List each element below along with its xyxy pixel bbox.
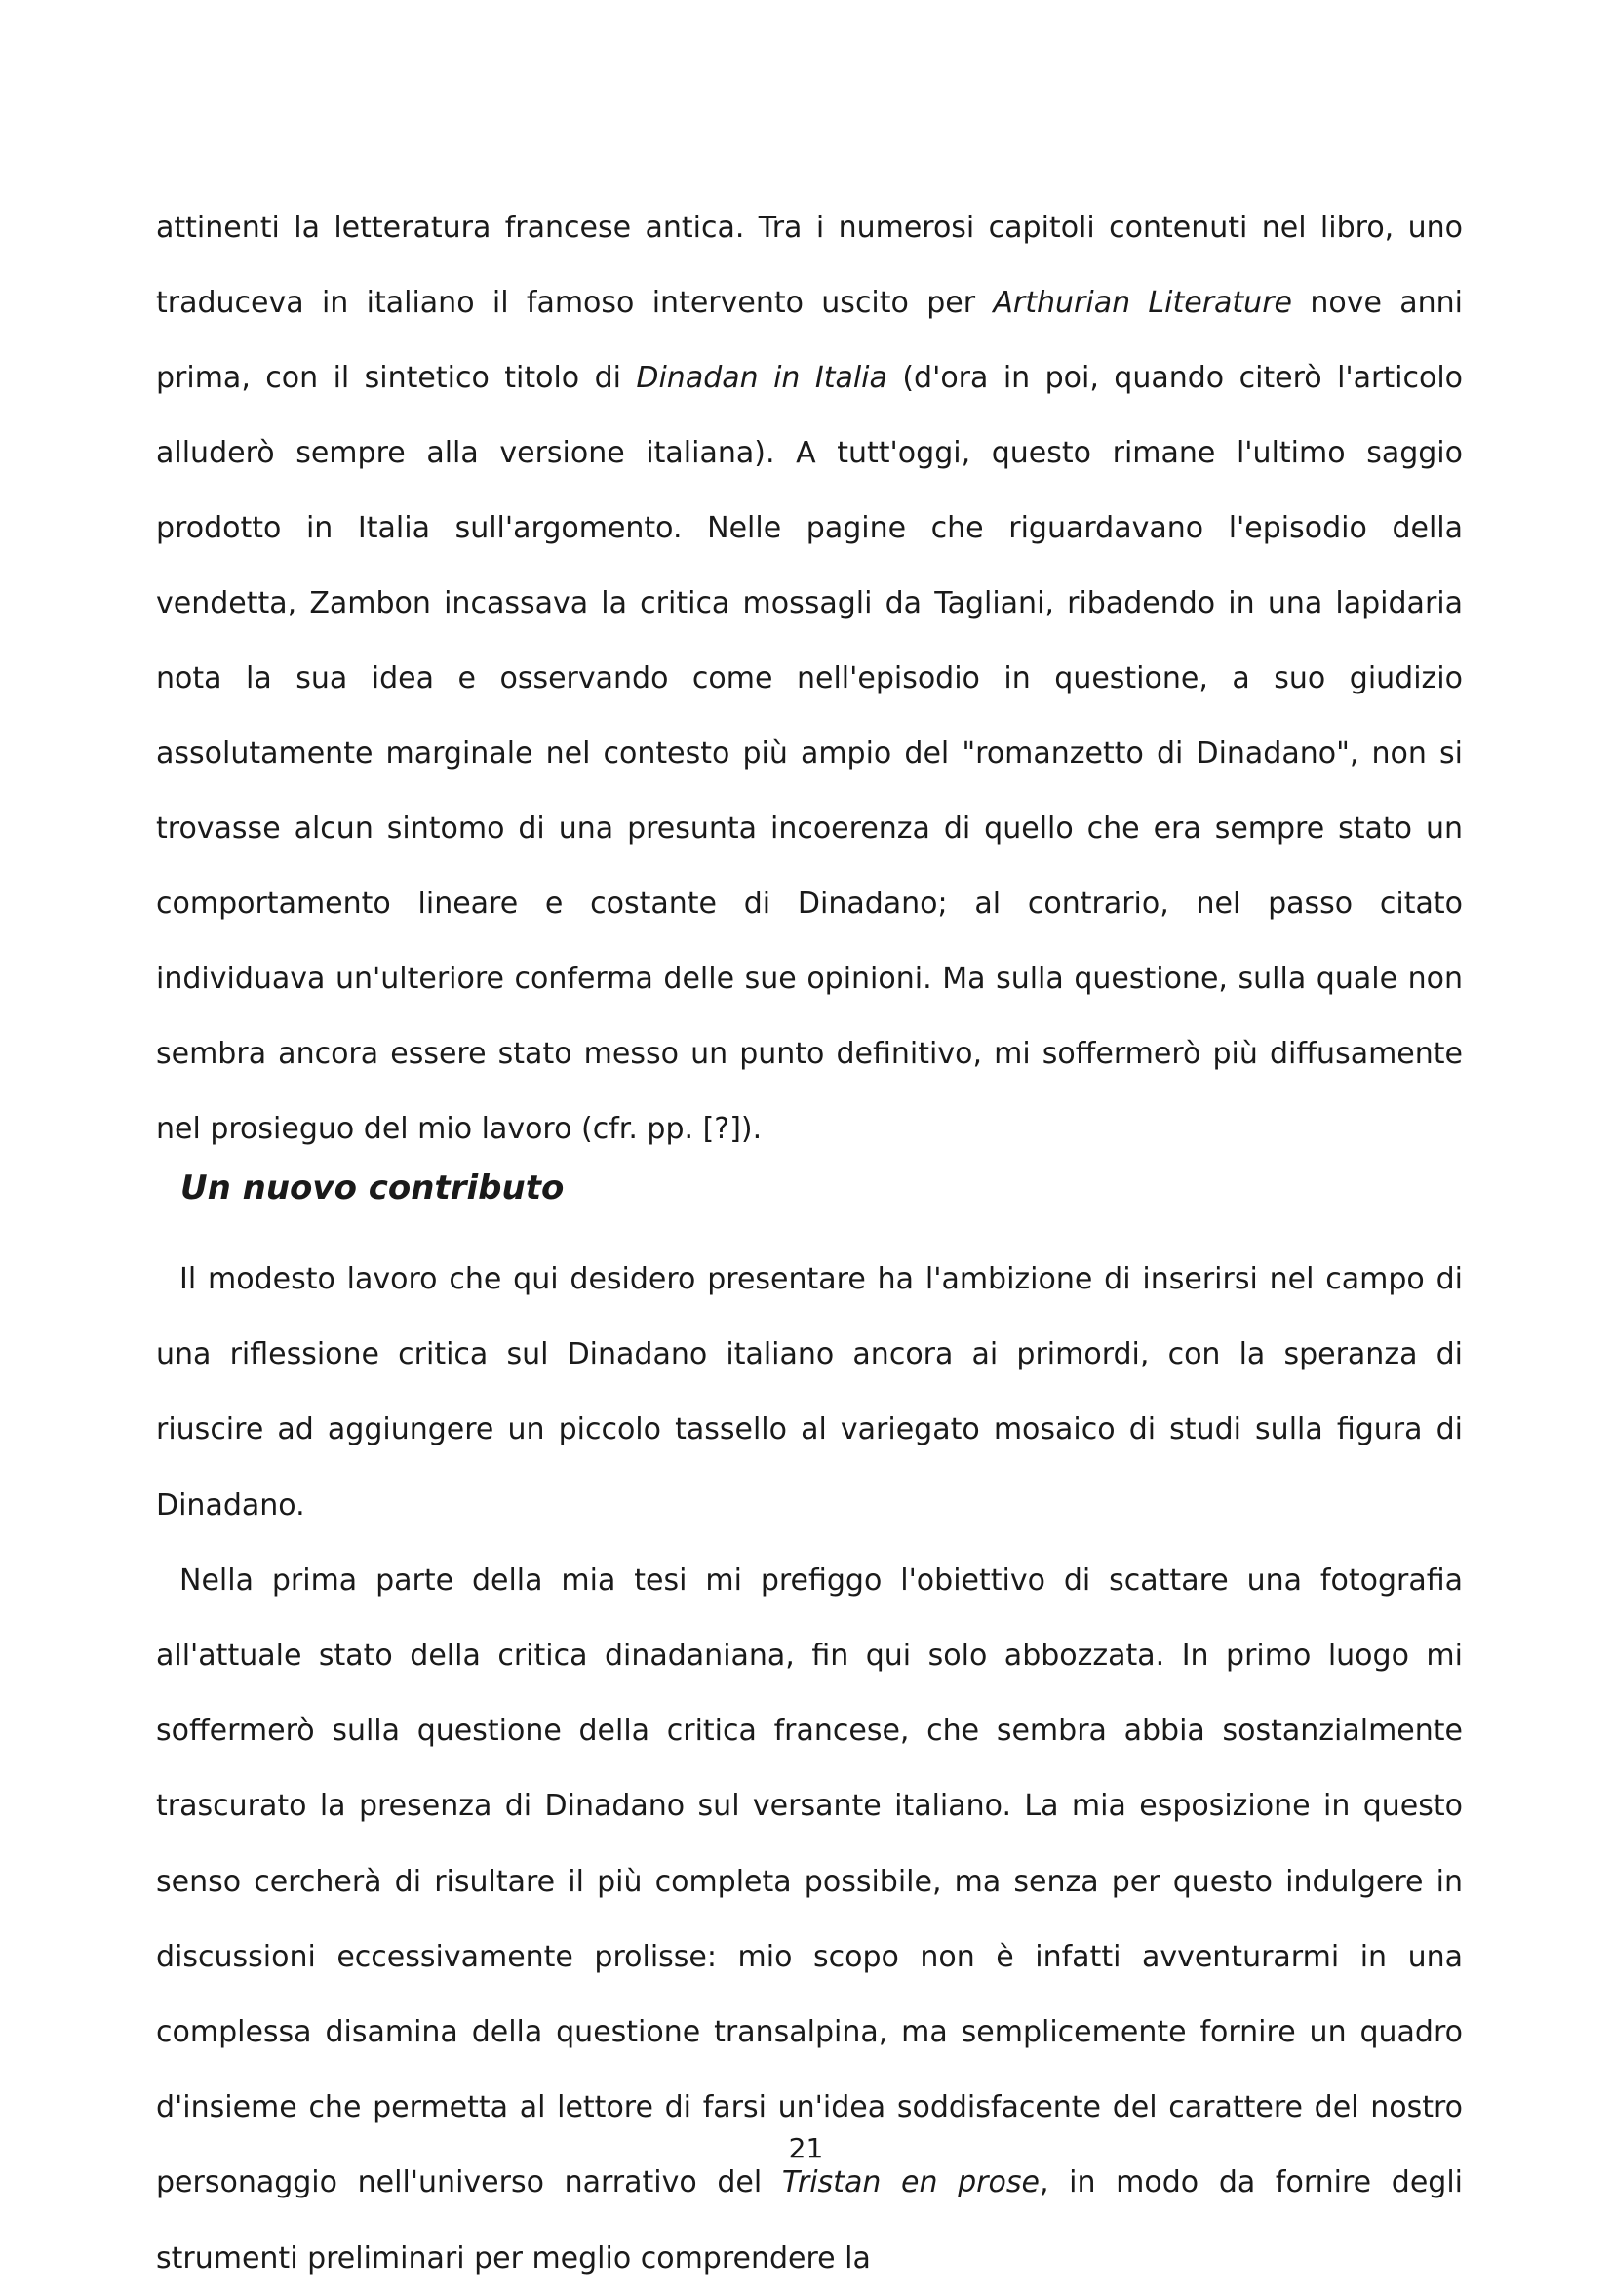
paragraph: Il modesto lavoro che qui desidero presentare ha l'ambizione di inserirsi nel campo di una riflessione critica sul Dinadano italiano ancora ai primordi, con la speranza di riuscire ad aggiungere un piccolo tassello al variegato mosaico di studi sulla figura di Dinadano. — [156, 1262, 1463, 1523]
section-heading: Un nuovo contributo — [180, 1168, 565, 1207]
text-run: , in modo da fornire degli strumenti preliminari per meglio comprendere la — [156, 2165, 1463, 2276]
italic-title-dinadan-in-italia: Dinadan in Italia — [636, 361, 887, 395]
text-run: attinenti la letteratura francese antica. Tra i numerosi capitoli contenuti nel libro, uno traduceva in italiano il famoso intervento uscito per — [156, 211, 1463, 320]
text-run: nove anni prima, con il sintetico titolo di — [156, 286, 1463, 395]
text-block-continuation — [156, 190, 1463, 1167]
text-run: Nella prima parte della mia tesi mi prefiggo l'obiettivo di scattare una fotografia all'attuale stato della critica dinadaniana, fin qui solo abbozzata. In primo luogo mi soffermerò sulla questione della critica francese, che sembra abbia sostanzialmente trascurato la presenza di Dinadano sul versante italiano. La mia esposizione in questo senso cercherà di risultare il più completa possibile, ma senza per questo indulgere in discussioni eccessivamente prolisse: mio scopo non è infatti avventurarmi in una complessa disamina della questione transalpina, ma semplicemente fornire un quadro d'insieme che permetta al lettore di farsi un'idea soddisfacente del carattere del nostro personaggio nell'universo narrativo del — [156, 1563, 1463, 2200]
italic-title-tristan-en-prose: Tristan en prose — [781, 2165, 1040, 2200]
text-run: (d'ora in poi, quando citerò l'articolo alluderò sempre alla versione italiana). A tutt'oggi, questo rimane l'ultimo saggio prodotto in Italia sull'argomento. Nelle pagine che riguardavano l'episodio della vendetta, Zambon incassava la critica mossagli da Tagliani, ribadendo in una lapidaria nota la sua idea e osservando come nell'episodio in questione, a suo giudizio assolutamente marginale nel contesto più ampio del "romanzetto di Dinadano", non si trovasse alcun sintomo di una presunta incoerenza di quello che era sempre stato un comportamento lineare e costante di Dinadano; al contrario, nel passo citato individuava un'ulteriore conferma delle sue opinioni. Ma sulla questione, sulla quale non sembra ancora essere stato messo un punto definitivo, mi soffermerò più diffusamente nel prosieguo del mio lavoro (cfr. pp. [?]). — [156, 361, 1464, 1146]
italic-title-arthurian-literature: Arthurian Literature — [993, 286, 1292, 320]
paragraph — [156, 190, 1463, 1167]
page-number: 21 — [788, 2132, 824, 2164]
paragraph — [156, 1543, 1463, 2296]
